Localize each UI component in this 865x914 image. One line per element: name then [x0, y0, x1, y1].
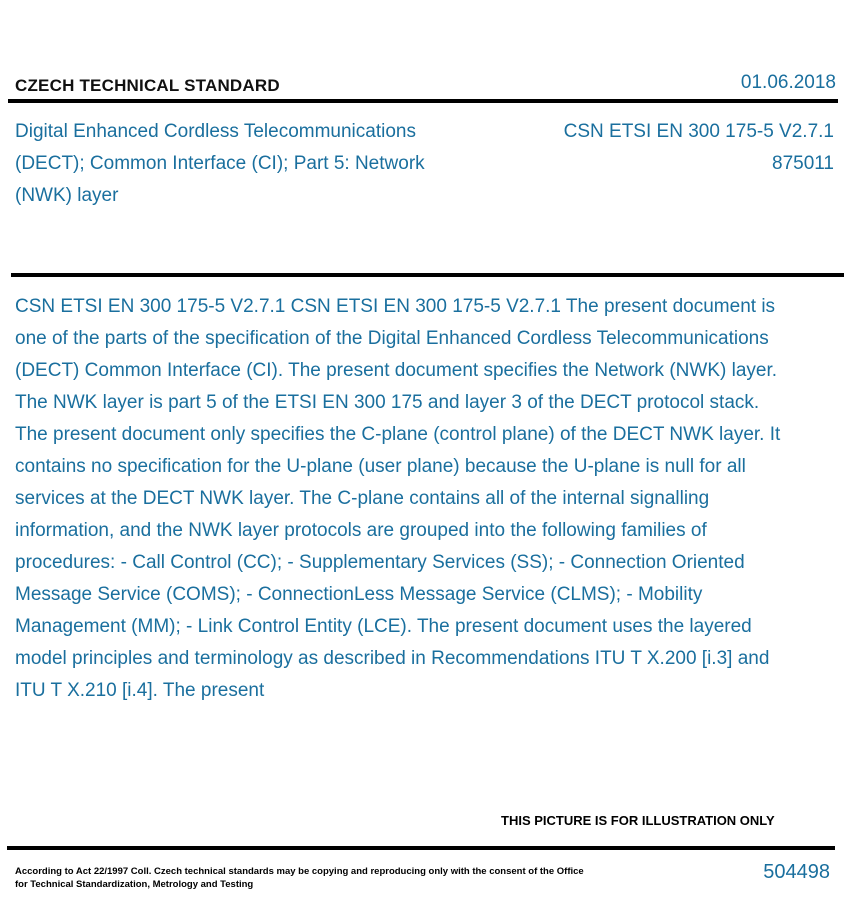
standard-type-label: CZECH TECHNICAL STANDARD [15, 76, 280, 95]
document-id: 504498 [763, 861, 830, 883]
illustration-notice: THIS PICTURE IS FOR ILLUSTRATION ONLY [501, 813, 775, 828]
legal-notice: According to Act 22/1997 Coll. Czech technical standards may be copying and reproducing only with the consent of the Office for Technical Standardization, Metrology and Testing [15, 866, 584, 890]
title-divider [11, 273, 844, 277]
document-title: Digital Enhanced Cordless Telecommunications (DECT); Common Interface (CI); Part 5: Network (NWK) layer [15, 121, 425, 206]
document-abstract: CSN ETSI EN 300 175-5 V2.7.1 CSN ETSI EN 300 175-5 V2.7.1 The present document is one of the parts of the specification of the Digital Enhanced Cordless Telecommunications (DECT) Common Interface (CI). The present document specifies the Network (NWK) layer. The NWK layer is part 5 of the ETSI EN 300 175 and layer 3 of the DECT protocol stack. The present document only specifies the C-plane (control plane) of the DECT NWK layer. It contains no specification for the U-plane (user plane) because the U-plane is null for all services at the DECT NWK layer. The C-plane contains all of the internal signalling information, and the NWK layer protocols are grouped into the following families of procedures: - Call Control (CC); - Supplementary Services (SS); - Connection Oriented Message Service (COMS); - ConnectionLess Message Service (CLMS); - Mobility Management (MM); - Link Control Entity (LCE). The present document uses the layered model principles and terminology as described in Recommendations ITU T X.200 [i.3] and ITU T X.210 [i.4]. The present [15, 296, 781, 701]
document-reference [504, 116, 834, 180]
footer-divider [7, 846, 835, 850]
header-divider [8, 99, 838, 103]
publication-date: 01.06.2018 [740, 72, 836, 93]
document-designation: CSN ETSI EN 300 175-5 V2.7.1 [563, 121, 834, 142]
catalog-number: 875011 [772, 153, 834, 174]
